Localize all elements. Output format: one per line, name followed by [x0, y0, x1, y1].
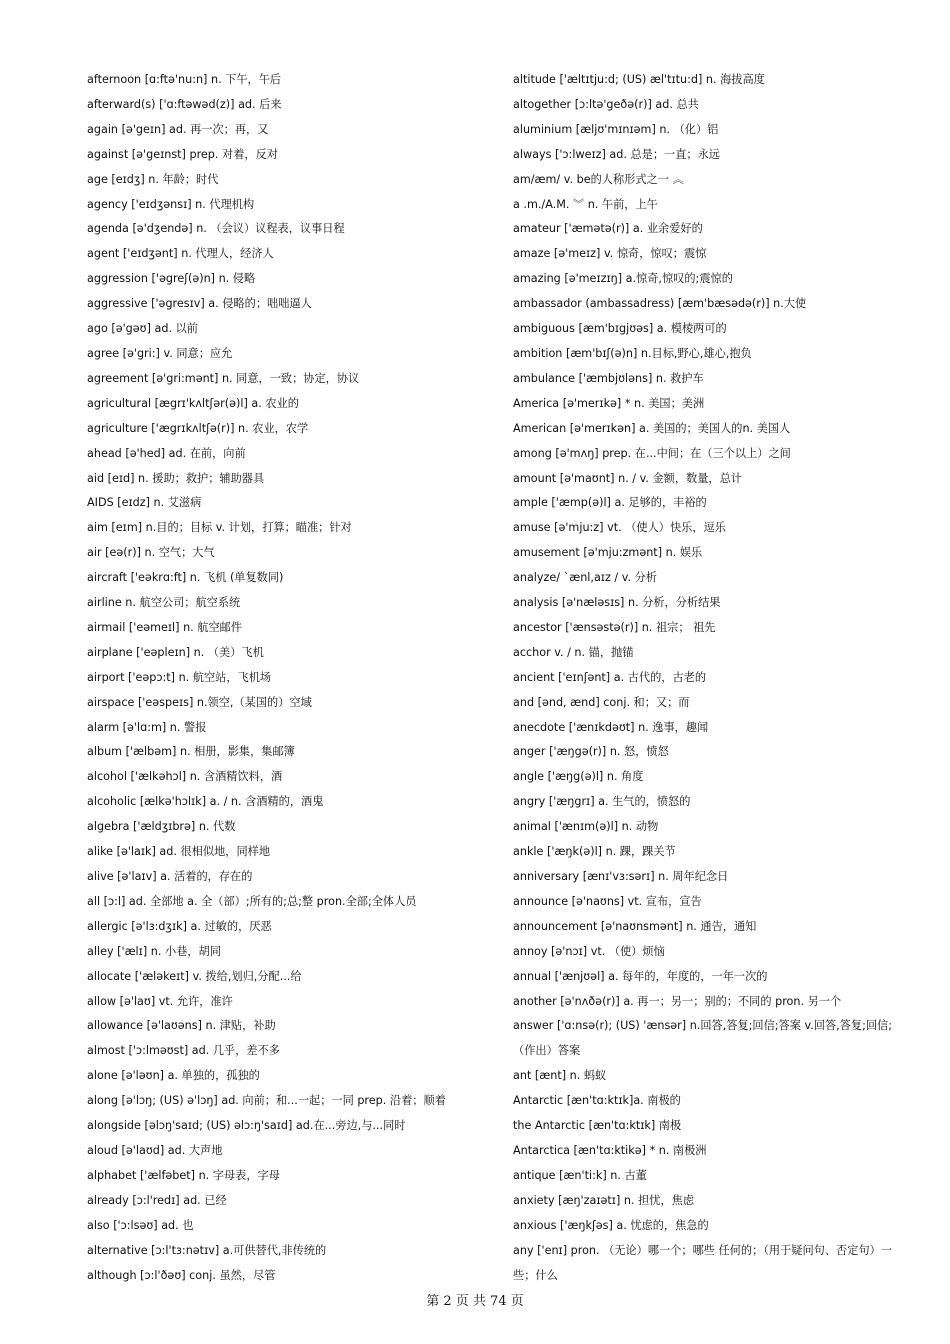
- vocab-entry: anecdote ['ænɪkdəʊt] n. 逸事，趣闻: [513, 720, 709, 734]
- vocab-entry: ancient ['eɪnʃənt] a. 古代的，古老的: [513, 670, 707, 684]
- vocab-entry: AIDS [eɪdz] n. 艾滋病: [87, 496, 202, 510]
- vocab-entry: algebra ['ældʒɪbrə] n. 代数: [87, 820, 236, 834]
- vocab-entry: angry ['æŋgrɪ] a. 生气的，愤怒的: [513, 795, 691, 809]
- right-column: [513, 68, 913, 1288]
- vocab-entry: agenda [ə'dʒendə] n. （会议）议程表，议事日程: [87, 222, 345, 236]
- vocab-entry: ancestor ['ænsəstə(r)] n. 祖宗； 祖先: [513, 620, 716, 634]
- vocab-entry: ant [ænt] n. 蚂蚁: [513, 1069, 607, 1083]
- vocab-entry: agriculture ['ægrɪkʌltʃə(r)] n. 农业，农学: [87, 421, 309, 435]
- vocab-entry: any ['enɪ] pron. （无论）哪一个；哪些 任何的；（用于疑问句、否定句）一些；什么: [513, 1243, 892, 1282]
- vocab-entry: against [ə'geɪnst] prep. 对着，反对: [87, 147, 278, 161]
- vocab-entry: airmail ['eəmeɪl] n. 航空邮件: [87, 620, 243, 634]
- vocab-entry: alley ['ælɪ] n. 小巷，胡同: [87, 944, 221, 958]
- vocab-entry: ankle ['æŋk(ə)l] n. 踝，踝关节: [513, 845, 676, 859]
- vocab-entry: aggressive ['əgresɪv] a. 侵略的；咄咄逼人: [87, 297, 312, 311]
- vocab-entry: aloud [ə'laʊd] ad. 大声地: [87, 1143, 223, 1157]
- vocab-entry: agreement [ə'gri:mənt] n. 同意，一致；协定，协议: [87, 371, 360, 385]
- vocab-entry: airport ['eəpɔ:t] n. 航空站，飞机场: [87, 670, 272, 684]
- vocab-entry: amusement [ə'mju:zmənt] n. 娱乐: [513, 546, 703, 560]
- vocab-entry: already [ɔ:l'redɪ] ad. 已经: [87, 1193, 227, 1207]
- vocab-entry: ambassador (ambassadress) [æm'bæsədə(r)] n.大使: [513, 297, 807, 311]
- vocab-entry: Antarctica [æn'tɑ:ktikə] * n. 南极洲: [513, 1143, 707, 1157]
- vocab-entry: amazing [ə'meɪzɪŋ] a.惊奇,惊叹的;震惊的: [513, 272, 733, 286]
- vocab-entry: ambition [æm'bɪʃ(ə)n] n.目标,野心,雄心,抱负: [513, 346, 752, 360]
- vocab-entry: amuse [ə'mju:z] vt. （使人）快乐，逗乐: [513, 521, 726, 535]
- vocab-entry: anxiety [æŋ'zaɪətɪ] n. 担忧，焦虑: [513, 1193, 695, 1207]
- vocab-entry: and [ənd, ænd] conj. 和；又；而: [513, 695, 690, 709]
- vocab-entry: alphabet ['ælfəbet] n. 字母表，字母: [87, 1168, 280, 1182]
- vocab-entry: air [eə(r)] n. 空气；大气: [87, 546, 215, 560]
- vocab-entry: anger ['æŋgə(r)] n. 怒，愤怒: [513, 745, 669, 759]
- vocab-entry: am/æm/ v. be的人称形式之一 ︽: [513, 172, 684, 186]
- vocab-entry: amaze [ə'meɪz] v. 惊奇，惊叹；震惊: [513, 247, 707, 261]
- vocab-entry: afterward(s) ['ɑ:ftəwəd(z)] ad. 后来: [87, 97, 282, 111]
- vocab-entry: aggression ['əgreʃ(ə)n] n. 侵略: [87, 272, 256, 286]
- vocab-entry: antique [æn'ti:k] n. 古董: [513, 1168, 647, 1182]
- vocab-entry: ambulance ['æmbjʊləns] n. 救护车: [513, 371, 704, 385]
- vocab-entry: agricultural [ægrɪ'kʌltʃər(ə)l] a. 农业的: [87, 396, 299, 410]
- vocab-entry: altitude ['æltɪtju:d; (US) æl'tɪtu:d] n. 海拔高度: [513, 73, 765, 86]
- vocab-entry: agent ['eɪdʒənt] n. 代理人，经济人: [87, 247, 274, 261]
- vocab-entry: always ['ɔ:lweɪz] ad. 总是；一直；永远: [513, 147, 720, 161]
- page-footer: 第 2 页 共 74 页: [426, 1294, 524, 1309]
- vocab-entry: allow [ə'laʊ] vt. 允许，准许: [87, 994, 233, 1008]
- vocab-entry: alone [ə'ləʊn] a. 单独的，孤独的: [87, 1069, 260, 1083]
- vocab-entry: aircraft ['eəkrɑ:ft] n. 飞机 (单复数同): [87, 571, 284, 585]
- vocab-entry: agency ['eɪdʒənsɪ] n. 代理机构: [87, 197, 255, 211]
- vocab-entry: also ['ɔ:lsəʊ] ad. 也: [87, 1218, 194, 1232]
- vocab-entry: allergic [ə'lɜ:dʒɪk] a. 过敏的，厌恶: [87, 919, 272, 933]
- vocab-entry: aim [eɪm] n.目的；目标 v. 计划，打算；瞄准；针对: [87, 521, 352, 535]
- vocab-entry: the Antarctic [æn'tɑ:ktɪk] 南极: [513, 1119, 682, 1133]
- vocab-entry: alcohol ['ælkəhɔl] n. 含酒精饮料，酒: [87, 770, 283, 784]
- vocab-entry: aid [eɪd] n. 援助；救护；辅助器具: [87, 471, 265, 485]
- vocab-entry: a .m./A.M. ︾ n. 午前，上午: [513, 197, 658, 211]
- vocab-entry: airline n. 航空公司；航空系统: [87, 596, 241, 610]
- vocab-entry: ago [ə'gəʊ] ad. 以前: [87, 322, 198, 336]
- vocab-entry: announce [ə'naʊns] vt. 宣布，宣告: [513, 894, 702, 908]
- vocab-entry: alternative [ɔ:l'tɜ:nətɪv] a.可供替代,非传统的: [87, 1243, 327, 1257]
- vocab-entry: answer ['ɑ:nsə(r); (US) 'ænsər] n.回答,答复;回信;答案 v.回答,答复;回信;（作出）答案: [513, 1019, 893, 1058]
- vocab-entry: anxious ['æŋkʃəs] a. 忧虑的，焦急的: [513, 1218, 709, 1232]
- vocab-entry: amateur ['æmətə(r)] a. 业余爱好的: [513, 222, 703, 236]
- vocab-entry: angle ['æŋg(ə)l] n. 角度: [513, 770, 644, 784]
- vocab-entry: analysis [ə'næləsɪs] n. 分析，分析结果: [513, 596, 721, 610]
- vocab-entry: annual ['ænjʊəl] a. 每年的，年度的，一年一次的: [513, 969, 768, 983]
- vocab-entry: airplane ['eəpleɪn] n. （美）飞机: [87, 645, 264, 659]
- vocab-entry: American [ə'merɪkən] a. 美国的；美国人的n. 美国人: [513, 421, 791, 435]
- vocab-entry: altogether [ɔ:ltə'geðə(r)] ad. 总共: [513, 97, 699, 111]
- vocab-entry: acchor v. / n. 锚，抛锚: [513, 645, 634, 659]
- vocab-entry: again [ə'geɪn] ad. 再一次；再，又: [87, 122, 269, 136]
- vocab-entry: animal ['ænɪm(ə)l] n. 动物: [513, 820, 659, 834]
- vocab-entry: annoy [ə'nɔɪ] vt. （使）烦恼: [513, 944, 665, 958]
- vocab-entry: Antarctic [æn'tɑ:ktɪk]a. 南极的: [513, 1094, 681, 1108]
- vocab-entry: allocate ['æləkeɪt] v. 拨给,划归,分配...给: [87, 969, 302, 983]
- vocab-entry: alike [ə'laɪk] ad. 很相似地，同样地: [87, 845, 271, 859]
- vocab-entry: America [ə'merɪkə] * n. 美国；美洲: [513, 396, 705, 410]
- vocab-entry: alcoholic [ælkə'hɔlɪk] a. / n. 含酒精的，酒鬼: [87, 795, 324, 809]
- vocab-entry: amount [ə'maʊnt] n. / v. 金额，数量，总计: [513, 471, 742, 485]
- vocab-entry: all [ɔ:l] ad. 全部地 a. 全（部）;所有的;总;整 pron.全部;全体人员: [87, 894, 417, 908]
- vocab-entry: alive [ə'laɪv] a. 活着的，存在的: [87, 870, 253, 883]
- vocab-entry: alarm [ə'lɑ:m] n. 警报: [87, 720, 207, 734]
- vocab-entry: ahead [ə'hed] ad. 在前，向前: [87, 446, 246, 460]
- vocab-entry: age [eɪdʒ] n. 年龄；时代: [87, 172, 219, 186]
- vocab-entry: another [ə'nʌðə(r)] a. 再一；另一；别的；不同的 pron. 另一个: [513, 994, 842, 1008]
- vocab-entry: among [ə'mʌŋ] prep. 在...中间；在（三个以上）之间: [513, 446, 791, 460]
- vocab-entry: ample ['æmp(ə)l] a. 足够的，丰裕的: [513, 496, 707, 510]
- vocab-entry: announcement [ə'naʊnsmənt] n. 通告，通知: [513, 919, 757, 933]
- vocab-entry: along [ə'lɔŋ; (US) ə'lɔŋ] ad. 向前；和...一起；一同 prep. 沿着；顺着: [87, 1094, 446, 1108]
- vocab-entry: anniversary [ænɪ'vɜ:sərɪ] n. 周年纪念日: [513, 870, 729, 883]
- vocab-entry: airspace ['eəspeɪs] n.领空,（某国的）空域: [87, 695, 312, 709]
- vocab-entry: although [ɔ:l'ðəʊ] conj. 虽然，尽管: [87, 1268, 276, 1282]
- vocab-entry: analyze/ `ænl,aɪz / v. 分析: [513, 571, 657, 585]
- vocab-entry: alongside [əlɔŋ'saɪd; (US) əlɔ:ŋ'saɪd] ad.在...旁边,与...同时: [87, 1119, 406, 1133]
- vocab-entry: album ['ælbəm] n. 相册，影集，集邮簿: [87, 745, 295, 759]
- left-column: [87, 68, 487, 1288]
- vocab-entry: afternoon [ɑ:ftə'nu:n] n. 下午，午后: [87, 73, 282, 86]
- vocab-entry: aluminium [æljʊ'mɪnɪəm] n. （化）铝: [513, 122, 719, 136]
- vocab-entry: agree [ə'gri:] v. 同意；应允: [87, 346, 233, 360]
- vocab-entry: almost ['ɔ:lməʊst] ad. 几乎，差不多: [87, 1044, 280, 1058]
- vocab-entry: allowance [ə'laʊəns] n. 津贴，补助: [87, 1019, 276, 1033]
- vocab-entry: ambiguous [æm'bɪgjʊəs] a. 模棱两可的: [513, 322, 727, 336]
